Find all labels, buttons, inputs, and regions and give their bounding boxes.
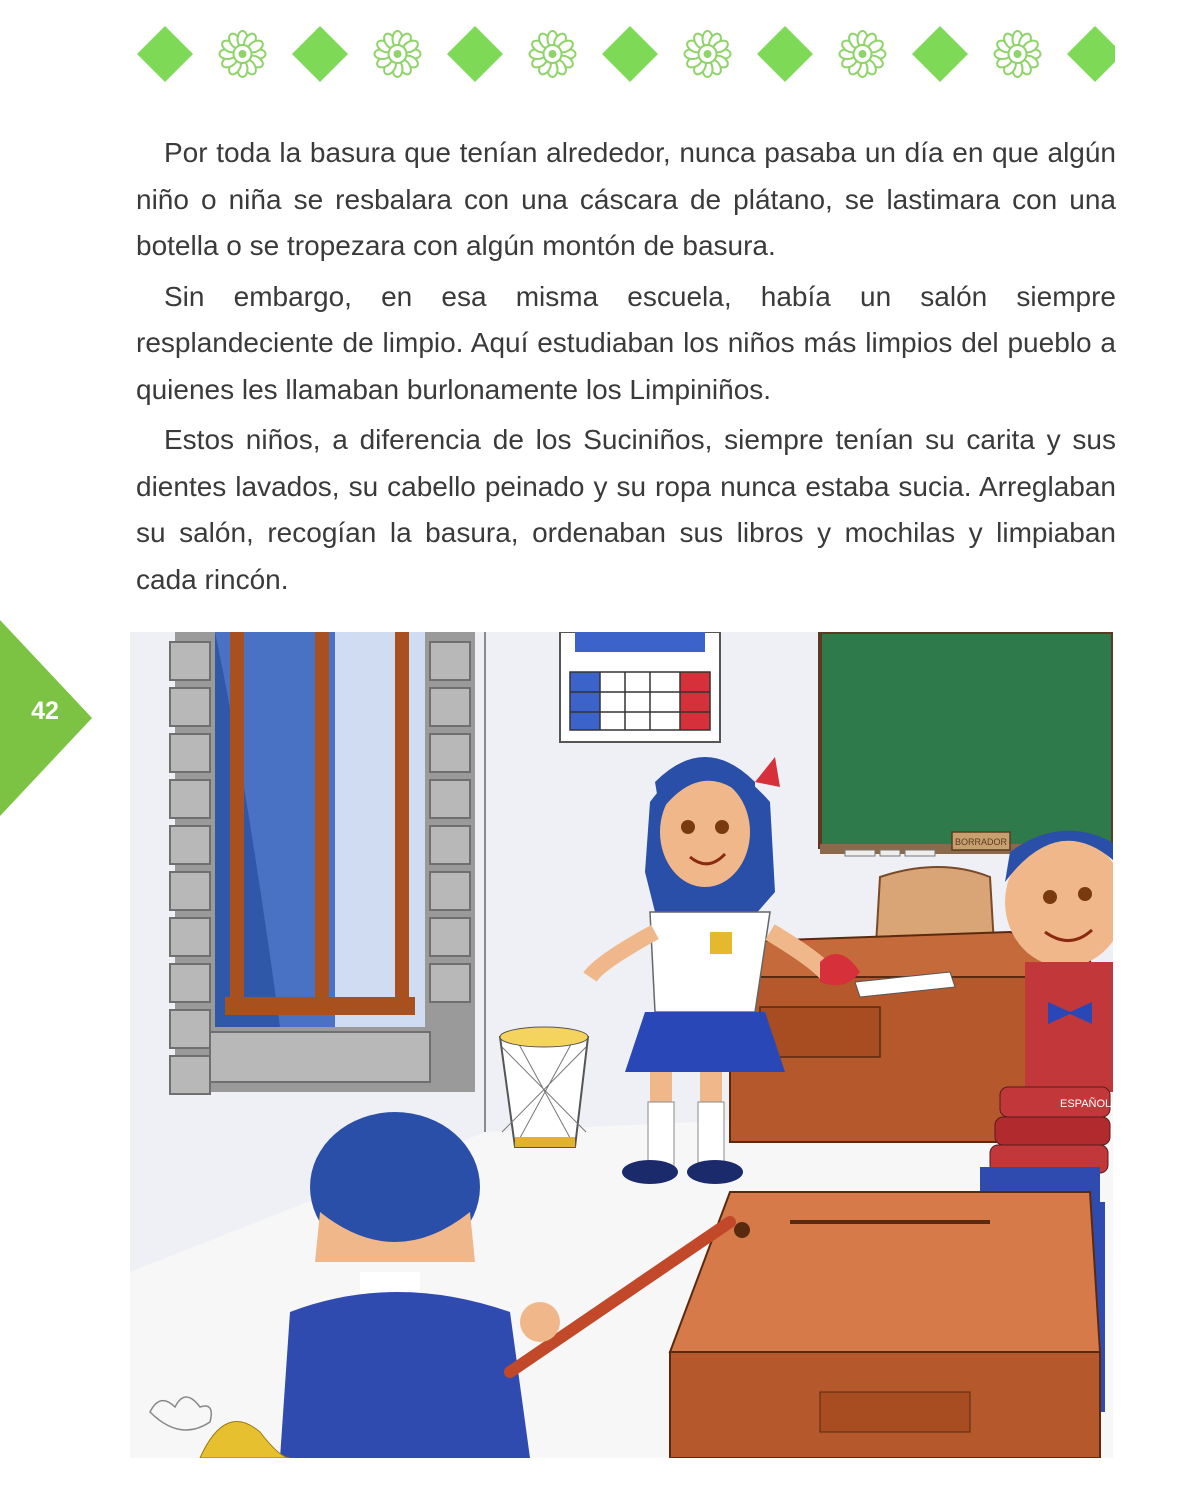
diamond-icon [1067, 26, 1115, 82]
diamond-icon [912, 26, 968, 82]
story-text [136, 130, 1116, 607]
diamond-icon [137, 26, 193, 82]
flower-icon [840, 31, 886, 77]
window [170, 632, 475, 1094]
ornament-row [125, 22, 1115, 86]
diamond-icon [447, 26, 503, 82]
story-paragraph: Por toda la basura que tenían alrededor, nunca pasaba un día en que algún niño o niña se resbalara con una cáscara de plátano, se lastimara con una botella o se tropezara con algún montón de basura. [136, 137, 1116, 261]
flower-icon [375, 31, 421, 77]
chalkboard [820, 632, 1113, 856]
diamond-icon [602, 26, 658, 82]
diamond-icon [292, 26, 348, 82]
eraser-label: BORRADOR [954, 837, 1008, 847]
trash-bin [500, 1027, 588, 1147]
flower-icon [530, 31, 576, 77]
flower-icon [995, 31, 1041, 77]
ornament-strip [125, 22, 1115, 86]
flower-icon [685, 31, 731, 77]
flower-icon [220, 31, 266, 77]
diamond-icon [757, 26, 813, 82]
story-paragraph: Estos niños, a diferencia de los Suciniños, siempre tenían su carita y sus dientes lavados, su cabello peinado y su ropa nunca estaba sucia. Arreglaban su salón, recogían la basura, ordenaban sus libros y mochilas y limpiaban cada rincón. [136, 424, 1116, 595]
classroom-illustration [130, 632, 1113, 1458]
story-paragraph: Sin embargo, en esa misma escuela, había un salón siempre resplandeciente de limpio. Aquí estudiaban los niños más limpios del pueblo a quienes les llamaban burlonamente los Limpiniños. [136, 280, 1116, 405]
page-number: 42 [31, 697, 59, 725]
student-desk [670, 1192, 1100, 1458]
book-label: ESPAÑOL [1060, 1098, 1112, 1110]
wall-calendar [560, 632, 720, 742]
